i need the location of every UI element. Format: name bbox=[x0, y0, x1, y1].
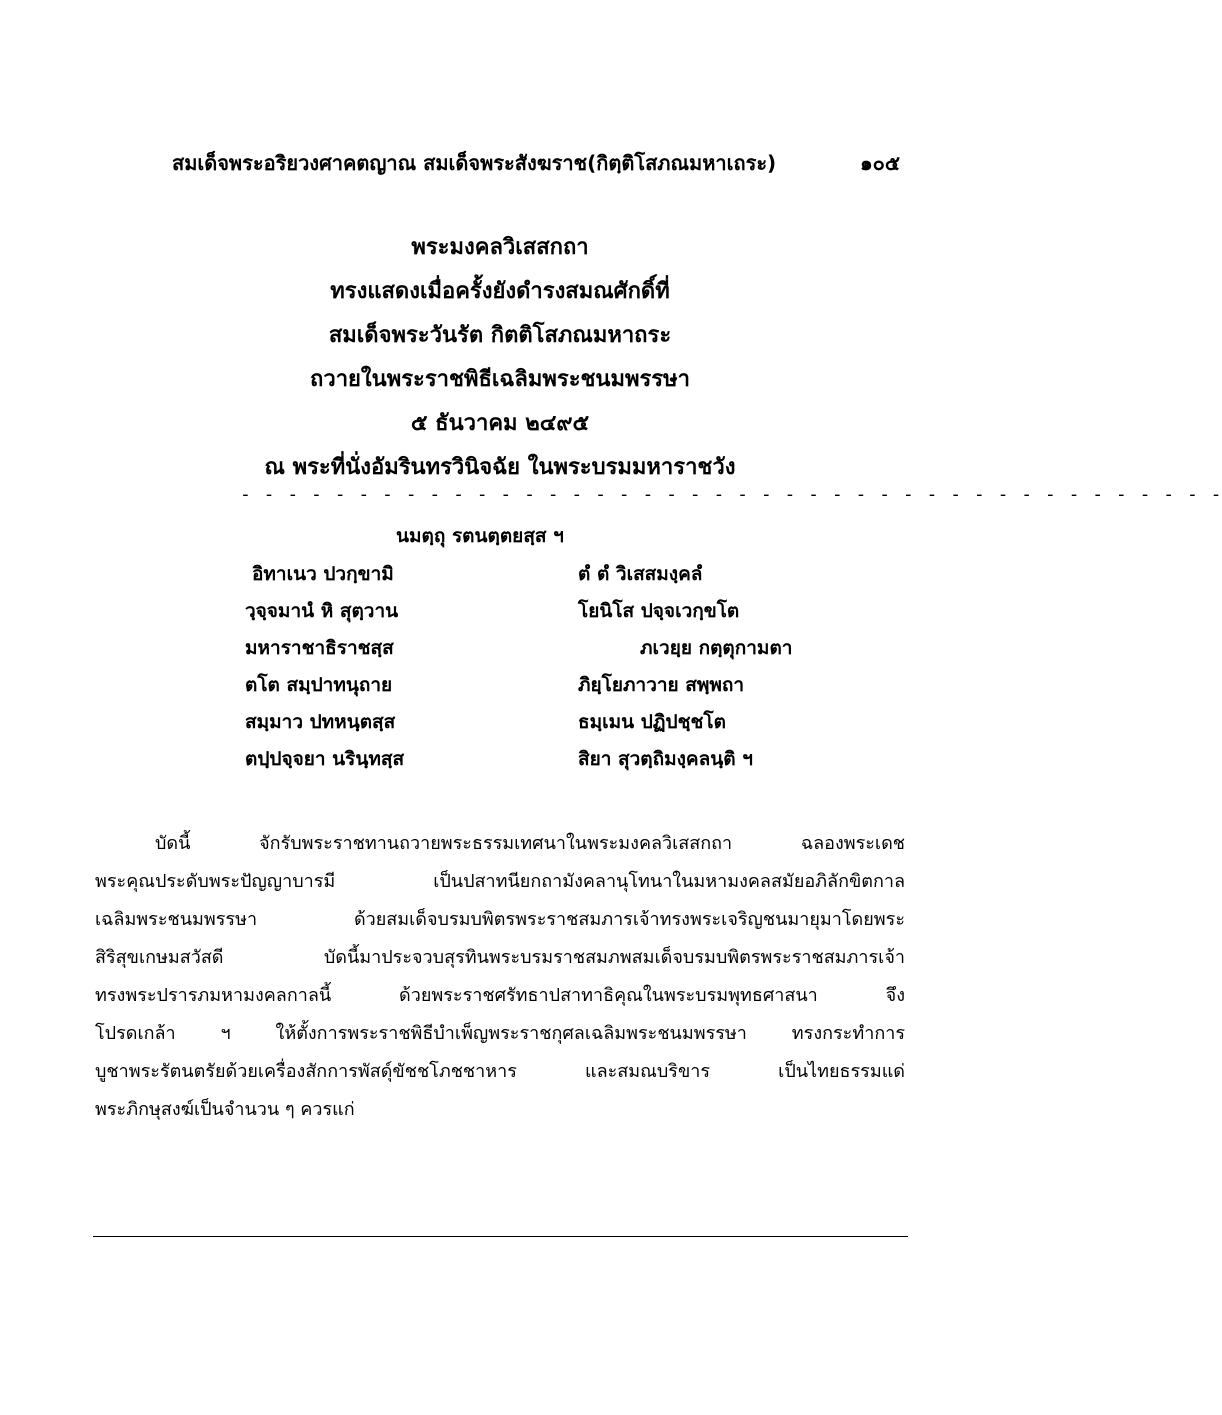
verse-right: ภิยฺโยภาวาย สพฺพถา bbox=[578, 674, 745, 696]
body-line: ทรงพระปรารภมหามงคลกาลนี้ ด้วยพระราชศรัทธาปสาทาธิคุณในพระบรมพุทธศาสนา จึง bbox=[95, 985, 905, 1006]
title-line-occasion: ทรงแสดงเมื่อครั้งยังดำรงสมณศักดิ์ที่ bbox=[330, 279, 670, 304]
verse-heading: นมตฺถุ รตนตฺตยสฺส ฯ bbox=[396, 525, 564, 547]
body-line: โปรดเกล้า ฯ ให้ตั้งการพระราชพิธีบำเพ็ญพระราชกุศลเฉลิมพระชนมพรรษา ทรงกระทำการ bbox=[95, 1023, 905, 1044]
title-line-rank: สมเด็จพระวันรัต กิตติโสภณมหาถระ bbox=[328, 323, 672, 348]
verse-row bbox=[240, 593, 860, 630]
verse-right: โยนิโส ปจฺจเวกฺขโต bbox=[578, 600, 740, 622]
body-line: บัดนี้ จักรับพระราชทานถวายพระธรรมเทศนาในพระมงคลวิเสสกถา ฉลองพระเดช bbox=[155, 833, 905, 854]
sermon-body bbox=[95, 825, 905, 1129]
sermon-title-block bbox=[150, 226, 850, 490]
verse-left: สมฺมาว ปทหนฺตสฺส bbox=[245, 711, 396, 733]
verse-right: ภเวยฺย กตฺตุกามตา bbox=[640, 637, 793, 659]
footer-rule bbox=[93, 1236, 908, 1237]
body-line: พระคุณประดับพระปัญญาบารมี เป็นปสาทนียกถามังคลานุโทนาในมหามงคลสมัยอภิลักขิตกาล bbox=[95, 871, 905, 892]
body-line: พระภิกษุสงฆ์เป็นจำนวน ๆ ควรแก่ bbox=[95, 1099, 355, 1120]
dashed-separator: - - - - - - - - - - - - - - - - - - - - - - - - - - - - - - - - - - - - - - - - - - bbox=[240, 484, 1222, 505]
verse-left: อิทาเนว ปวกฺขามิ bbox=[252, 563, 394, 585]
verse-row bbox=[240, 556, 860, 593]
verse-right: สิยา สุวตฺถิมงฺคลนฺติ ฯ bbox=[578, 748, 753, 770]
verse-row bbox=[240, 741, 860, 778]
sermon-title: พระมงคลวิเสสกถา bbox=[411, 235, 589, 260]
body-line: เฉลิมพระชนมพรรษา ด้วยสมเด็จบรมบพิตรพระราชสมภารเจ้าทรงพระเจริญชนมายุมาโดยพระ bbox=[95, 909, 905, 930]
title-line-date: ๕ ธันวาคม ๒๔๙๕ bbox=[410, 411, 590, 436]
verse-row bbox=[240, 630, 860, 667]
verse-left: มหาราชาธิราชสฺส bbox=[245, 637, 394, 659]
title-line-location: ณ พระที่นั่งอัมรินทรวินิจฉัย ในพระบรมมหาราชวัง bbox=[264, 455, 736, 480]
body-line: สิริสุขเกษมสวัสดี บัดนี้มาประจวบสุรทินพระบรมราชสมภพสมเด็จบรมบพิตรพระราชสมภารเจ้า bbox=[95, 947, 905, 968]
verse-left: ตโต สมฺปาทนุถาย bbox=[245, 674, 393, 696]
verse-right: ตํ ตํ วิเสสมงฺคลํ bbox=[578, 563, 703, 585]
pali-verses bbox=[240, 556, 860, 778]
running-head-title: สมเด็จพระอริยวงศาคตญาณ สมเด็จพระสังฆราช(กิตฺติโสภณมหาเถระ) bbox=[172, 151, 777, 175]
page-number: ๑๐๕ bbox=[859, 151, 900, 175]
running-head bbox=[172, 148, 912, 178]
verse-row bbox=[240, 667, 860, 704]
verse-left: ตปฺปจฺจยา นรินฺทสฺส bbox=[245, 748, 405, 770]
verse-right: ธมฺเมน ปฏิปชฺชโต bbox=[578, 711, 726, 733]
verse-left: วฺจฺจมานํ หิ สุตฺวาน bbox=[245, 600, 399, 622]
title-line-ceremony: ถวายในพระราชพิธีเฉลิมพระชนมพรรษา bbox=[310, 367, 690, 392]
verse-row bbox=[240, 704, 860, 741]
body-line: บูชาพระรัตนตรัยด้วยเครื่องสักการพัสดุ์ขัชชโภชชาหาร และสมณบริขาร เป็นไทยธรรมแด่ bbox=[95, 1061, 905, 1082]
